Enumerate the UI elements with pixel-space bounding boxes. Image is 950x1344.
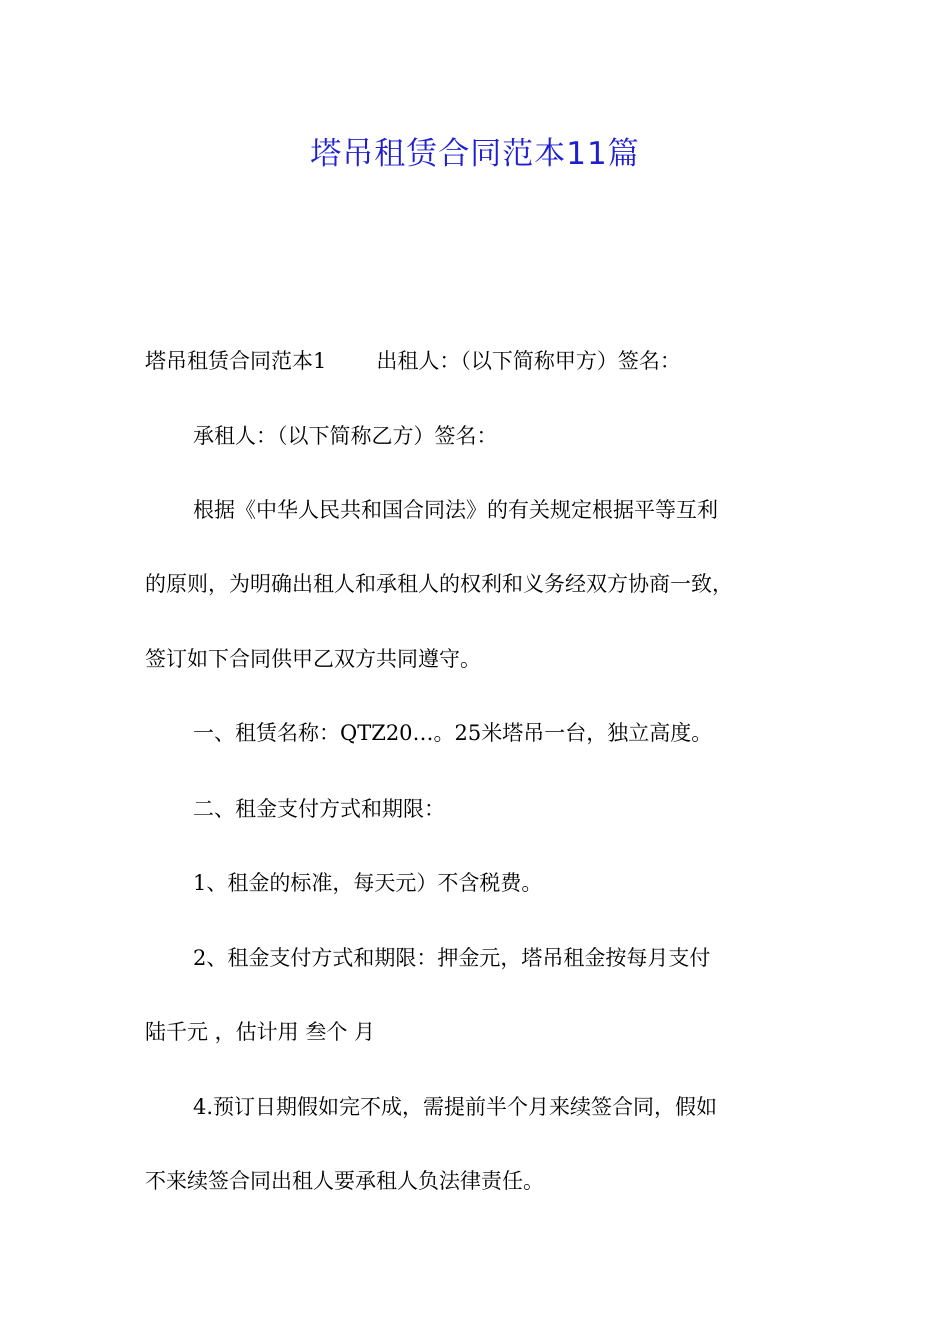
- paragraph-line: 签订如下合同供甲乙双方共同遵守。: [145, 647, 481, 671]
- clause-rent-standard: 1、租金的标准，每天元）不含税费。: [193, 871, 543, 895]
- paragraph-line: 的原则，为明确出租人和承租人的权利和义务经双方协商一致，: [145, 572, 733, 596]
- document-title: 塔吊租赁合同范本11篇: [310, 136, 640, 172]
- lessee-signature-label: 承租人：（以下简称乙方）签名：: [193, 424, 498, 448]
- paragraph-line: 不来续签合同出租人要承租人负法律责任。: [145, 1169, 544, 1193]
- contract-header-line: [145, 346, 681, 376]
- contract-number: 塔吊租赁合同范本1: [145, 349, 327, 373]
- clause-rental-item: 一、租赁名称：QTZ20…。25米塔吊一台，独立高度。: [193, 721, 713, 745]
- paragraph-line: 陆千元 ，估计用 叁个 月: [145, 1020, 376, 1044]
- paragraph-line: 根据《中华人民共和国合同法》的有关规定根据平等互利: [193, 498, 718, 522]
- lessor-signature-label: 出租人：（以下简称甲方）签名：: [376, 349, 681, 373]
- clause-renewal: 4.预订日期假如完不成，需提前半个月来续签合同，假如: [193, 1095, 718, 1119]
- clause-payment-method: 2、租金支付方式和期限：押金元，塔吊租金按每月支付: [193, 946, 711, 970]
- clause-payment-heading: 二、租金支付方式和期限：: [193, 797, 445, 821]
